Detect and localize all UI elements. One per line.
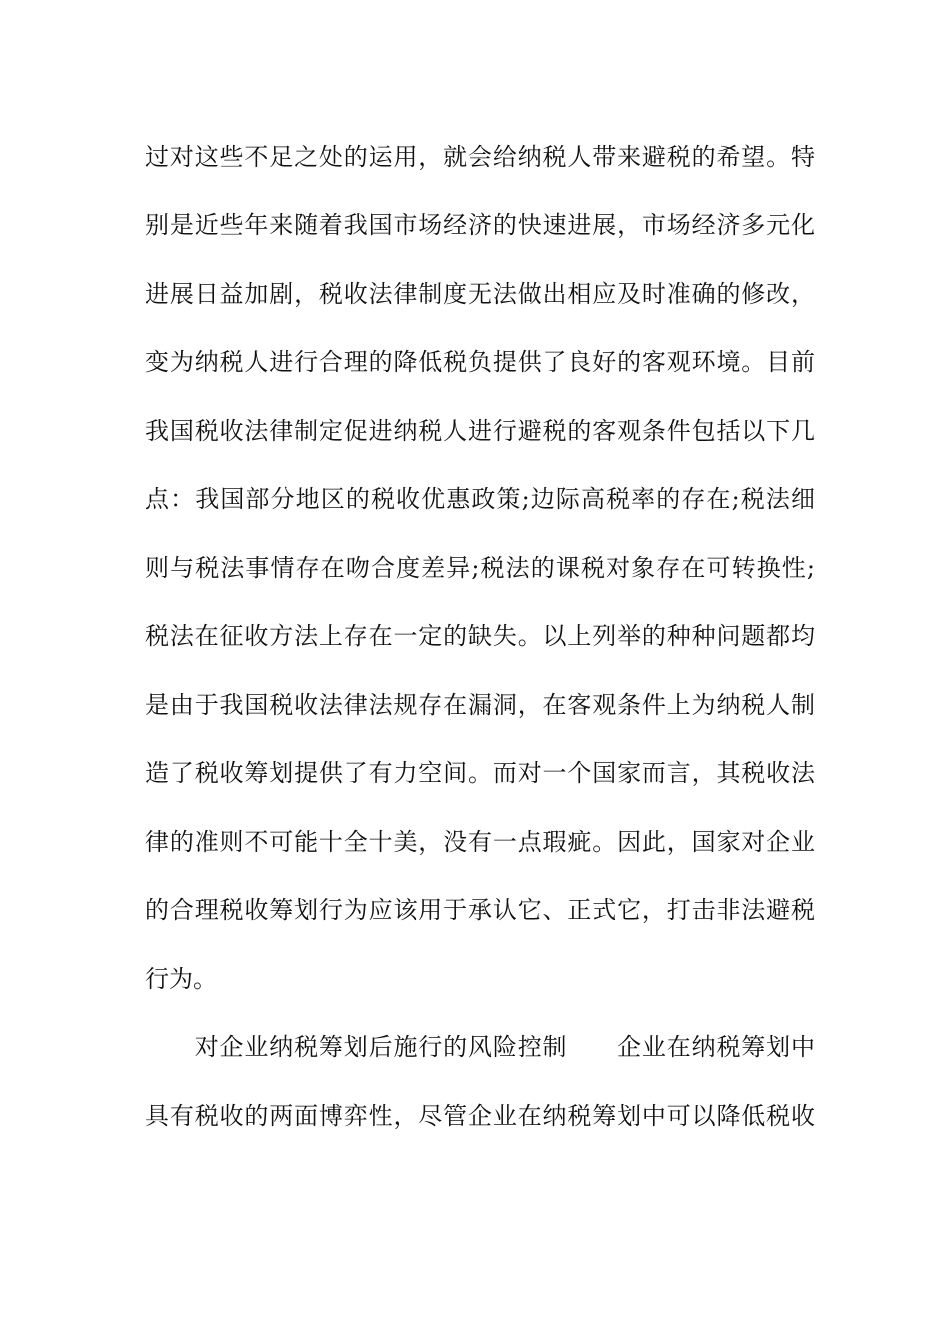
- text-line: 行为。: [145, 965, 217, 993]
- text-line: 我国税收法律制定促进纳税人进行避税的客观条件包括以下几: [145, 417, 815, 445]
- text-line: 税法在征收方法上存在一定的缺失。以上列举的种种问题都均: [145, 622, 815, 650]
- text-line: 律的准则不可能十全十美，没有一点瑕疵。因此，国家对企业: [145, 828, 815, 856]
- text-line: 具有税收的两面博弈性，尽管企业在纳税筹划中可以降低税收: [145, 1102, 815, 1130]
- text-line: 别是近些年来随着我国市场经济的快速进展，市场经济多元化: [145, 211, 815, 239]
- text-line: 造了税收筹划提供了有力空间。而对一个国家而言，其税收法: [145, 759, 815, 787]
- text-line: 过对这些不足之处的运用，就会给纳税人带来避税的希望。特: [145, 143, 815, 171]
- text-line: 点：我国部分地区的税收优惠政策;边际高税率的存在;税法细: [145, 485, 815, 513]
- text-line: 是由于我国税收法律法规存在漏洞，在客观条件上为纳税人制: [145, 691, 815, 719]
- text-line: 变为纳税人进行合理的降低税负提供了良好的客观环境。目前: [145, 348, 815, 376]
- text-line: 则与税法事情存在吻合度差异;税法的课税对象存在可转换性;: [145, 554, 815, 582]
- text-line: 的合理税收筹划行为应该用于承认它、正式它，打击非法避税: [145, 896, 815, 924]
- text-line: 进展日益加剧，税收法律制度无法做出相应及时准确的修改，: [145, 280, 815, 308]
- section-heading-line: 对企业纳税筹划后施行的风险控制 企业在纳税筹划中: [145, 1033, 815, 1061]
